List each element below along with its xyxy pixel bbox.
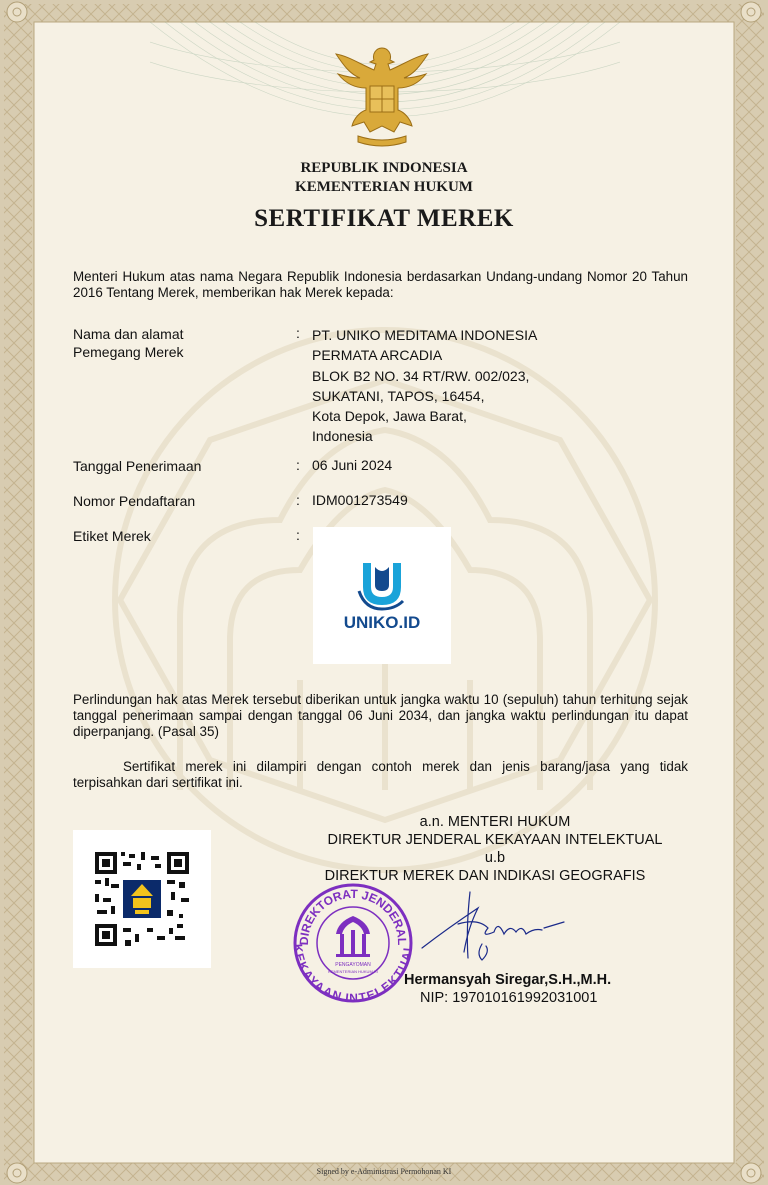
colon: : <box>296 457 300 473</box>
holder-line: Indonesia <box>312 428 373 445</box>
protection-paragraph: Perlindungan hak atas Merek tersebut diberikan untuk jangka waktu 10 (sepuluh) tahun terhitung sejak tanggal penerimaan sampai dengan tanggal 06 Juni 2034, dan jangka waktu perlindungan itu dapat diperpanjang. (Pasal 35) <box>73 692 688 739</box>
ub-line: u.b <box>484 850 506 866</box>
colon: : <box>296 325 300 341</box>
trademark-label-label: Etiket Merek <box>73 528 151 544</box>
footer-signed-note: Signed by e-Administrasi Permohonan KI <box>316 1167 452 1176</box>
holder-line: PERMATA ARCADIA <box>312 347 443 364</box>
qr-code-icon <box>95 852 189 946</box>
signer-name: Hermansyah Siregar,S.H.,M.H. <box>404 972 612 988</box>
handwritten-signature <box>418 888 578 968</box>
attachment-paragraph: Sertifikat merek ini dilampiri dengan contoh merek dan jenis barang/jasa yang tidak terpisahkan dari sertifikat ini. <box>73 759 688 790</box>
director-line: DIREKTUR MEREK DAN INDIKASI GEOGRAFIS <box>324 868 646 884</box>
holder-address <box>312 325 537 447</box>
corner-ornament-icon <box>736 0 766 30</box>
colon: : <box>296 527 300 543</box>
certificate-title: SERTIFIKAT MEREK <box>254 205 514 232</box>
date-label: Tanggal Penerimaan <box>73 458 202 474</box>
signer-nip: NIP: 197010161992031001 <box>420 990 598 1006</box>
stamp-sub-text: PENGAYOMAN <box>335 962 371 968</box>
intro-paragraph: Menteri Hukum atas nama Negara Republik Indonesia berdasarkan Undang-undang Nomor 20 Tahun 2016 Tentang Merek, memberikan hak Merek kepada: <box>73 269 688 300</box>
holder-line: BLOK B2 NO. 34 RT/RW. 002/023, <box>312 367 530 384</box>
registration-number-label: Nomor Pendaftaran <box>73 493 196 509</box>
republic-heading: REPUBLIK INDONESIA <box>300 160 468 176</box>
garuda-emblem-icon <box>330 40 434 150</box>
director-general-line: DIREKTUR JENDERAL KEKAYAAN INTELEKTUAL <box>327 832 663 848</box>
holder-label: Nama dan alamat Pemegang Merek <box>73 326 184 360</box>
official-stamp <box>290 882 416 1004</box>
stamp-bottom-text: KEKAYAAN INTELEKTUAL <box>290 943 416 1004</box>
on-behalf-line: a.n. MENTERI HUKUM <box>419 814 571 830</box>
stamp-top-text: DIREKTORAT JENDERAL <box>296 886 410 946</box>
uniko-logo-text: UNIKO.ID <box>343 613 421 632</box>
corner-ornament-icon <box>2 0 32 30</box>
colon: : <box>296 492 300 508</box>
holder-line: Kota Depok, Jawa Barat, <box>312 408 467 425</box>
registration-number-value: IDM001273549 <box>312 492 408 508</box>
holder-line: PT. UNIKO MEDITAMA INDONESIA <box>312 327 538 343</box>
date-value: 06 Juni 2024 <box>312 457 393 473</box>
qr-code[interactable] <box>73 830 211 968</box>
uniko-logo-icon <box>355 557 409 611</box>
ministry-heading: KEMENTERIAN HUKUM <box>295 179 473 195</box>
stamp-inner-text: KEMENTERIAN HUKUM RI <box>328 969 378 974</box>
holder-line: SUKATANI, TAPOS, 16454, <box>312 387 485 404</box>
trademark-logo <box>313 527 451 664</box>
